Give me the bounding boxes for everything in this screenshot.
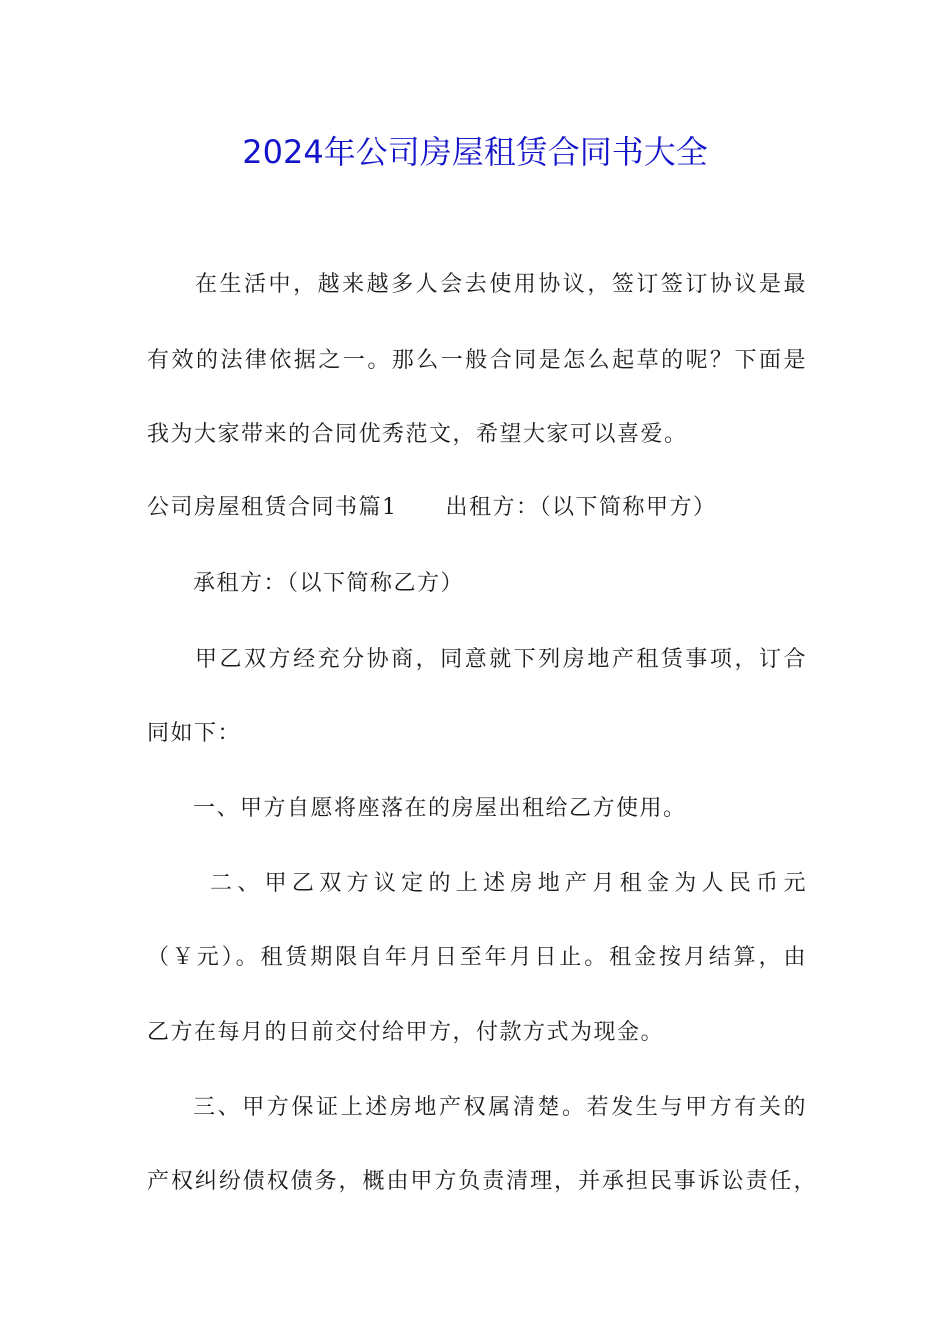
clause-2-line-1: 二、甲乙双方议定的上述房地产月租金为人民币元 <box>210 871 807 896</box>
clause-2-line-3: 乙方在每月的日前交付给甲方，付款方式为现金。 <box>147 1020 665 1045</box>
lessor-line: 出租方：（以下简称甲方） <box>445 495 717 520</box>
lessee-line: 承租方：（以下简称乙方） <box>193 571 465 596</box>
clause-3-line-2: 产权纠纷债权债务，概由甲方负责清理，并承担民事诉讼责任， <box>147 1169 817 1194</box>
document-title: 2024年公司房屋租赁合同书大全 <box>242 133 708 171</box>
section-heading-row <box>147 493 717 523</box>
intro-line-3: 我为大家带来的合同优秀范文，希望大家可以喜爱。 <box>147 422 688 447</box>
agreement-line-1: 甲乙双方经充分协商，同意就下列房地产租赁事项，订合 <box>195 647 807 672</box>
clause-3-line-1: 三、甲方保证上述房地产权属清楚。若发生与甲方有关的 <box>193 1095 807 1120</box>
clause-1: 一、甲方自愿将座落在的房屋出租给乙方使用。 <box>193 796 687 821</box>
agreement-line-2: 同如下： <box>147 721 242 746</box>
intro-line-2: 有效的法律依据之一。那么一般合同是怎么起草的呢？下面是 <box>147 348 807 373</box>
clause-2-line-2: （￥元）。租赁期限自年月日至年月日止。租金按月结算，由 <box>147 945 807 970</box>
section-heading: 公司房屋租赁合同书篇1 <box>147 495 398 520</box>
intro-line-1: 在生活中，越来越多人会去使用协议，签订签订协议是最 <box>195 272 807 297</box>
